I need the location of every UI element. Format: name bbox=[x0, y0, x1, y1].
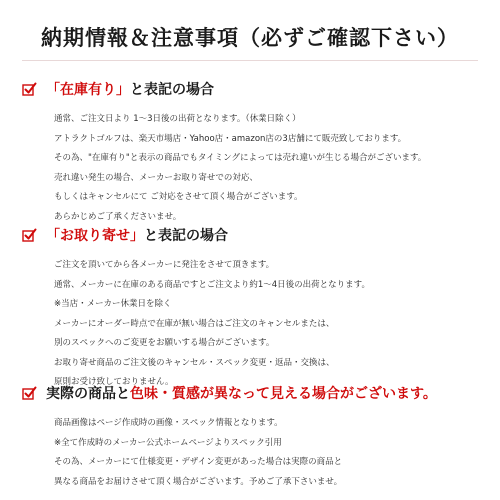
section-back-order bbox=[22, 226, 492, 393]
checkbox-checked-icon bbox=[22, 82, 37, 97]
section-body bbox=[54, 110, 492, 227]
section-heading bbox=[22, 226, 492, 246]
body-line: メーカーにオーダー時点で在庫が無い場合はご注文のキャンセルまたは、 bbox=[54, 318, 335, 329]
body-line: ※当店・メーカー休業日を除く bbox=[54, 299, 172, 309]
body-line: 売れ違い発生の場合、メーカーお取り寄せでの対応、 bbox=[54, 172, 258, 183]
section-body bbox=[54, 256, 492, 393]
body-line: ご注文を頂いてから各メーカーに発注をさせて頂きます。 bbox=[54, 260, 275, 270]
body-line: その為、メーカーにて仕様変更・デザイン変更があった場合は実際の商品と bbox=[54, 457, 343, 467]
heading-accent: 「お取り寄せ」 bbox=[46, 228, 144, 244]
section-heading bbox=[22, 384, 492, 404]
body-line: もしくはキャンセルにて ご対応をさせて頂く場合がございます。 bbox=[54, 192, 303, 202]
body-line: その為、"在庫有り"と表示の商品でもタイミングによっては売れ違いが生じる場合がございます。 bbox=[54, 153, 427, 163]
body-line: アトラクトゴルフは、楽天市場店・Yahoo店・amazon店の3店舗にて販売致しております。 bbox=[54, 133, 407, 144]
heading-rest: と表記の場合 bbox=[130, 82, 214, 98]
section-in-stock bbox=[22, 80, 492, 227]
heading-lead: 実際の商品と bbox=[46, 386, 130, 402]
body-line: 異なる商品をお届けさせて頂く場合がございます。予めご了承下さいませ。 bbox=[54, 476, 343, 487]
page-title: 納期情報＆注意事項（必ずご確認下さい） bbox=[41, 26, 459, 50]
heading-accent: 「在庫有り」 bbox=[46, 82, 130, 98]
heading-accent: 色味・質感が異なって見える場合がございます。 bbox=[130, 386, 437, 402]
section-color-notice bbox=[22, 384, 492, 492]
body-line: 通常、メーカーに在庫のある商品ですとご注文より約1～4日後の出荷となります。 bbox=[54, 279, 370, 290]
checkbox-checked-icon bbox=[22, 386, 37, 401]
body-line: お取り寄せ商品のご注文後のキャンセル・スペック変更・返品・交換は、 bbox=[54, 357, 335, 368]
body-line: 別のスペックへのご変更をお願いする場合がございます。 bbox=[54, 338, 275, 348]
section-body bbox=[54, 414, 492, 492]
body-line: 商品画像はページ作成時の画像・スペック情報となります。 bbox=[54, 418, 283, 428]
body-line: 通常、ご注文日より 1～3日後の出荷となります。（休業日除く） bbox=[54, 114, 301, 124]
checkbox-checked-icon bbox=[22, 228, 37, 243]
section-heading bbox=[22, 80, 492, 100]
body-line: 原則お受け致しておりません。 bbox=[54, 377, 174, 387]
body-line: ※全て作成時のメーカー公式ホームページよりスペック引用 bbox=[54, 437, 282, 448]
title-divider bbox=[22, 60, 478, 61]
body-line: あらかじめご了承くださいませ。 bbox=[54, 211, 182, 222]
heading-rest: と表記の場合 bbox=[144, 228, 228, 244]
